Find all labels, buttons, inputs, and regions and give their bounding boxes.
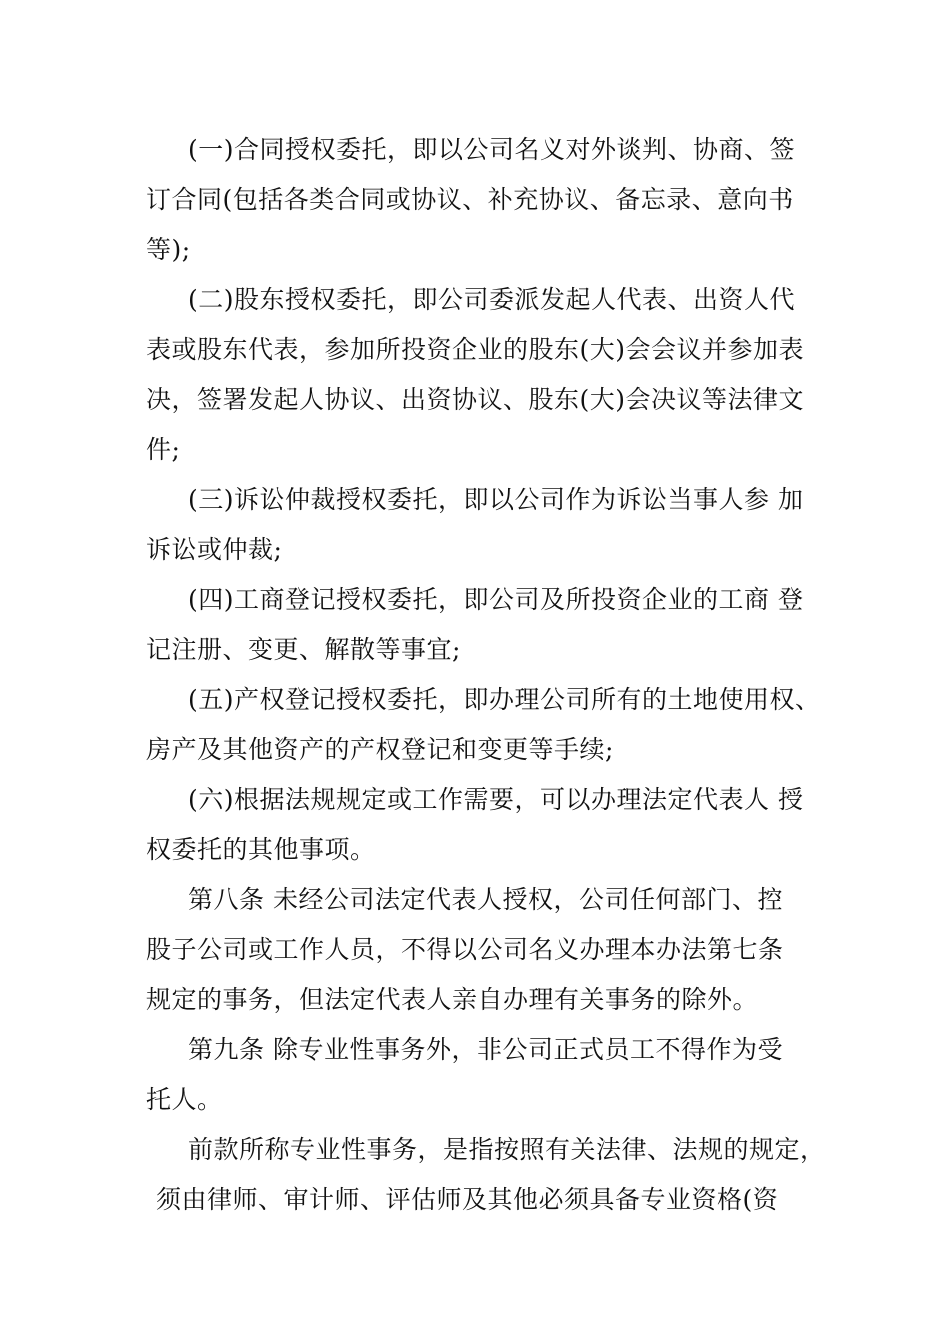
text-line: 规定的事务，但法定代表人亲自办理有关事务的除外。 — [146, 985, 759, 1014]
text-line: 订合同(包括各类合同或协议、补充协议、备忘录、意向书 — [146, 185, 794, 214]
text-line: 记注册、变更、解散等事宜; — [146, 635, 461, 664]
text-line: (三)诉讼仲裁授权委托，即以公司作为诉讼当事人参 加 — [188, 485, 804, 514]
text-line: (一)合同授权委托，即以公司名义对外谈判、协商、签 — [188, 135, 796, 164]
text-line: (六)根据法规规定或工作需要，可以办理法定代表人 授 — [188, 785, 804, 814]
text-line: 第九条 除专业性事务外，非公司正式员工不得作为受 — [188, 1035, 783, 1064]
text-line: 决，签署发起人协议、出资协议、股东(大)会决议等法律文 — [146, 385, 805, 414]
text-line: 表或股东代表，参加所投资企业的股东(大)会会议并参加表 — [146, 335, 805, 364]
text-line: (五)产权登记授权委托，即办理公司所有的土地使用权、 — [188, 685, 821, 714]
text-line: 诉讼或仲裁; — [146, 535, 283, 564]
text-line: 第八条 未经公司法定代表人授权，公司任何部门、控 — [188, 885, 783, 914]
text-line: 件; — [146, 435, 181, 464]
text-line: 房产及其他资产的产权登记和变更等手续; — [146, 735, 614, 764]
text-line: 等); — [146, 235, 191, 264]
text-line: 前款所称专业性事务，是指按照有关法律、法规的规定， — [188, 1135, 826, 1164]
text-line: 须由律师、审计师、评估师及其他必须具备专业资格(资 — [156, 1185, 779, 1214]
text-line: (二)股东授权委托，即公司委派发起人代表、出资人代 — [188, 285, 796, 314]
text-line: 权委托的其他事项。 — [146, 835, 376, 864]
text-line: 托人。 — [146, 1085, 223, 1114]
text-line: (四)工商登记授权委托，即公司及所投资企业的工商 登 — [188, 585, 804, 614]
text-line: 股子公司或工作人员，不得以公司名义办理本办法第七条 — [146, 935, 784, 964]
